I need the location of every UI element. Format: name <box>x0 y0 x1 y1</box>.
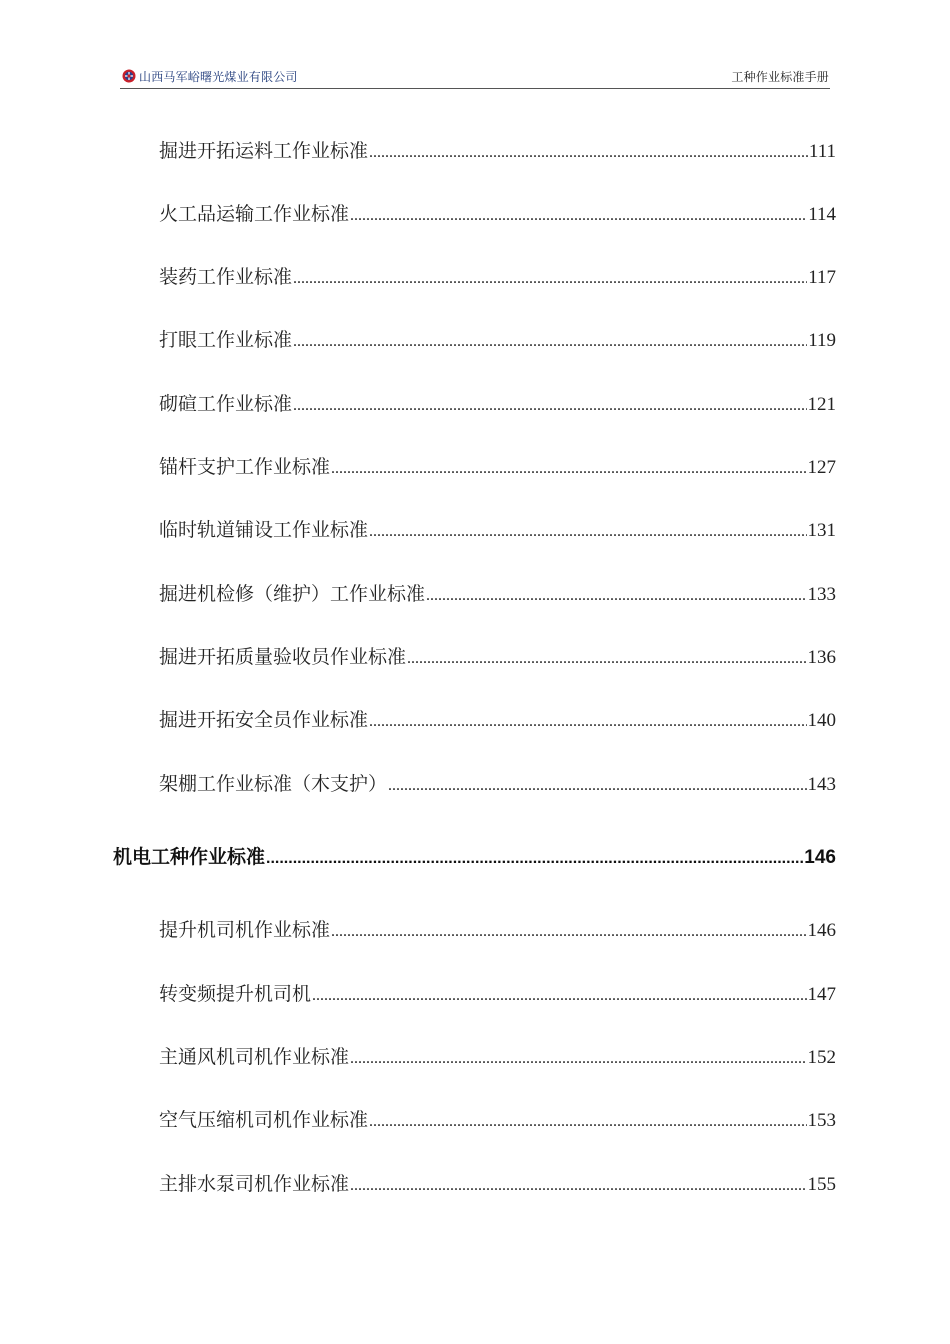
toc-entry[interactable] <box>159 1045 836 1071</box>
toc-entry-page: 155 <box>807 1174 836 1195</box>
toc-entry-title: 锚杆支护工作业标准 <box>159 456 331 478</box>
toc-entry-page: 119 <box>808 330 836 351</box>
toc-entry-title: 砌碹工作业标准 <box>159 393 293 415</box>
toc-entry-title: 提升机司机作业标准 <box>159 919 331 941</box>
toc-leader-dots <box>293 394 806 418</box>
toc-entry-title: 掘进开拓安全员作业标准 <box>159 709 369 731</box>
toc-entry-title: 转变频提升机司机 <box>159 983 312 1005</box>
toc-leader-dots <box>426 584 806 608</box>
toc-entry[interactable] <box>159 455 836 481</box>
toc-leader-dots <box>266 847 803 871</box>
toc-leader-dots <box>350 1174 806 1198</box>
toc-leader-dots <box>388 774 806 798</box>
toc-entry[interactable] <box>159 708 836 734</box>
toc-leader-dots <box>350 1047 806 1071</box>
toc-entry-page: 131 <box>807 520 836 541</box>
toc-entry-page: 111 <box>808 141 836 162</box>
toc-entry-page: 146 <box>807 920 836 941</box>
toc-leader-dots <box>293 267 807 291</box>
toc-entry[interactable] <box>159 772 836 798</box>
toc-entry[interactable] <box>159 645 836 671</box>
toc-entry-title: 架棚工作业标准（木支护） <box>159 773 388 795</box>
toc-entry-title: 装药工作业标准 <box>159 266 293 288</box>
toc-entry-page: 152 <box>807 1047 836 1068</box>
toc-leader-dots <box>369 141 808 165</box>
toc-chapter-entry[interactable] <box>113 845 836 871</box>
toc-leader-dots <box>312 984 806 1008</box>
toc-entry-page: 136 <box>807 647 836 668</box>
toc-entry[interactable] <box>159 582 836 608</box>
toc-leader-dots <box>331 920 806 944</box>
toc-entry-title: 掘进开拓质量验收员作业标准 <box>159 646 407 668</box>
toc-entry-title: 打眼工作业标准 <box>159 329 293 351</box>
toc-leader-dots <box>293 330 807 354</box>
toc-entry[interactable] <box>159 518 836 544</box>
toc-leader-dots <box>369 1110 806 1134</box>
toc-entry[interactable] <box>159 392 836 418</box>
toc-chapter-page: 146 <box>804 847 836 868</box>
toc-entry-page: 147 <box>807 984 836 1005</box>
toc-entry-page: 140 <box>807 710 836 731</box>
toc-entry-title: 掘进机检修（维护）工作业标准 <box>159 583 426 605</box>
toc-leader-dots <box>369 710 806 734</box>
toc-entry[interactable] <box>159 1108 836 1134</box>
toc-entry-title: 临时轨道铺设工作业标准 <box>159 519 369 541</box>
toc-entry-page: 114 <box>808 204 836 225</box>
toc-entry-title: 掘进开拓运料工作业标准 <box>159 140 369 162</box>
toc-leader-dots <box>350 204 807 228</box>
toc-entry[interactable] <box>159 1172 836 1198</box>
toc-entry[interactable] <box>159 139 836 165</box>
toc-chapter-title: 机电工种作业标准 <box>113 846 266 868</box>
toc-entry[interactable] <box>159 202 836 228</box>
toc-entry-page: 143 <box>807 774 836 795</box>
toc-leader-dots <box>407 647 806 671</box>
toc-entry-page: 121 <box>807 394 836 415</box>
toc-entry[interactable] <box>159 265 836 291</box>
toc-leader-dots <box>369 520 806 544</box>
toc-entry-title: 火工品运输工作业标准 <box>159 203 350 225</box>
toc-entry-page: 133 <box>807 584 836 605</box>
toc-entry[interactable] <box>159 982 836 1008</box>
toc-entry-title: 空气压缩机司机作业标准 <box>159 1109 369 1131</box>
toc-entry-title: 主通风机司机作业标准 <box>159 1046 350 1068</box>
toc-leader-dots <box>331 457 806 481</box>
toc-entry-page: 127 <box>807 457 836 478</box>
toc-entry-title: 主排水泵司机作业标准 <box>159 1173 350 1195</box>
header-company-name: 山西马军峪曙光煤业有限公司 <box>139 70 298 84</box>
toc-entry-page: 153 <box>807 1110 836 1131</box>
header-manual-title: 工种作业标准手册 <box>731 70 829 84</box>
toc-entry[interactable] <box>159 918 836 944</box>
toc-entry[interactable] <box>159 328 836 354</box>
toc-entry-page: 117 <box>808 267 836 288</box>
